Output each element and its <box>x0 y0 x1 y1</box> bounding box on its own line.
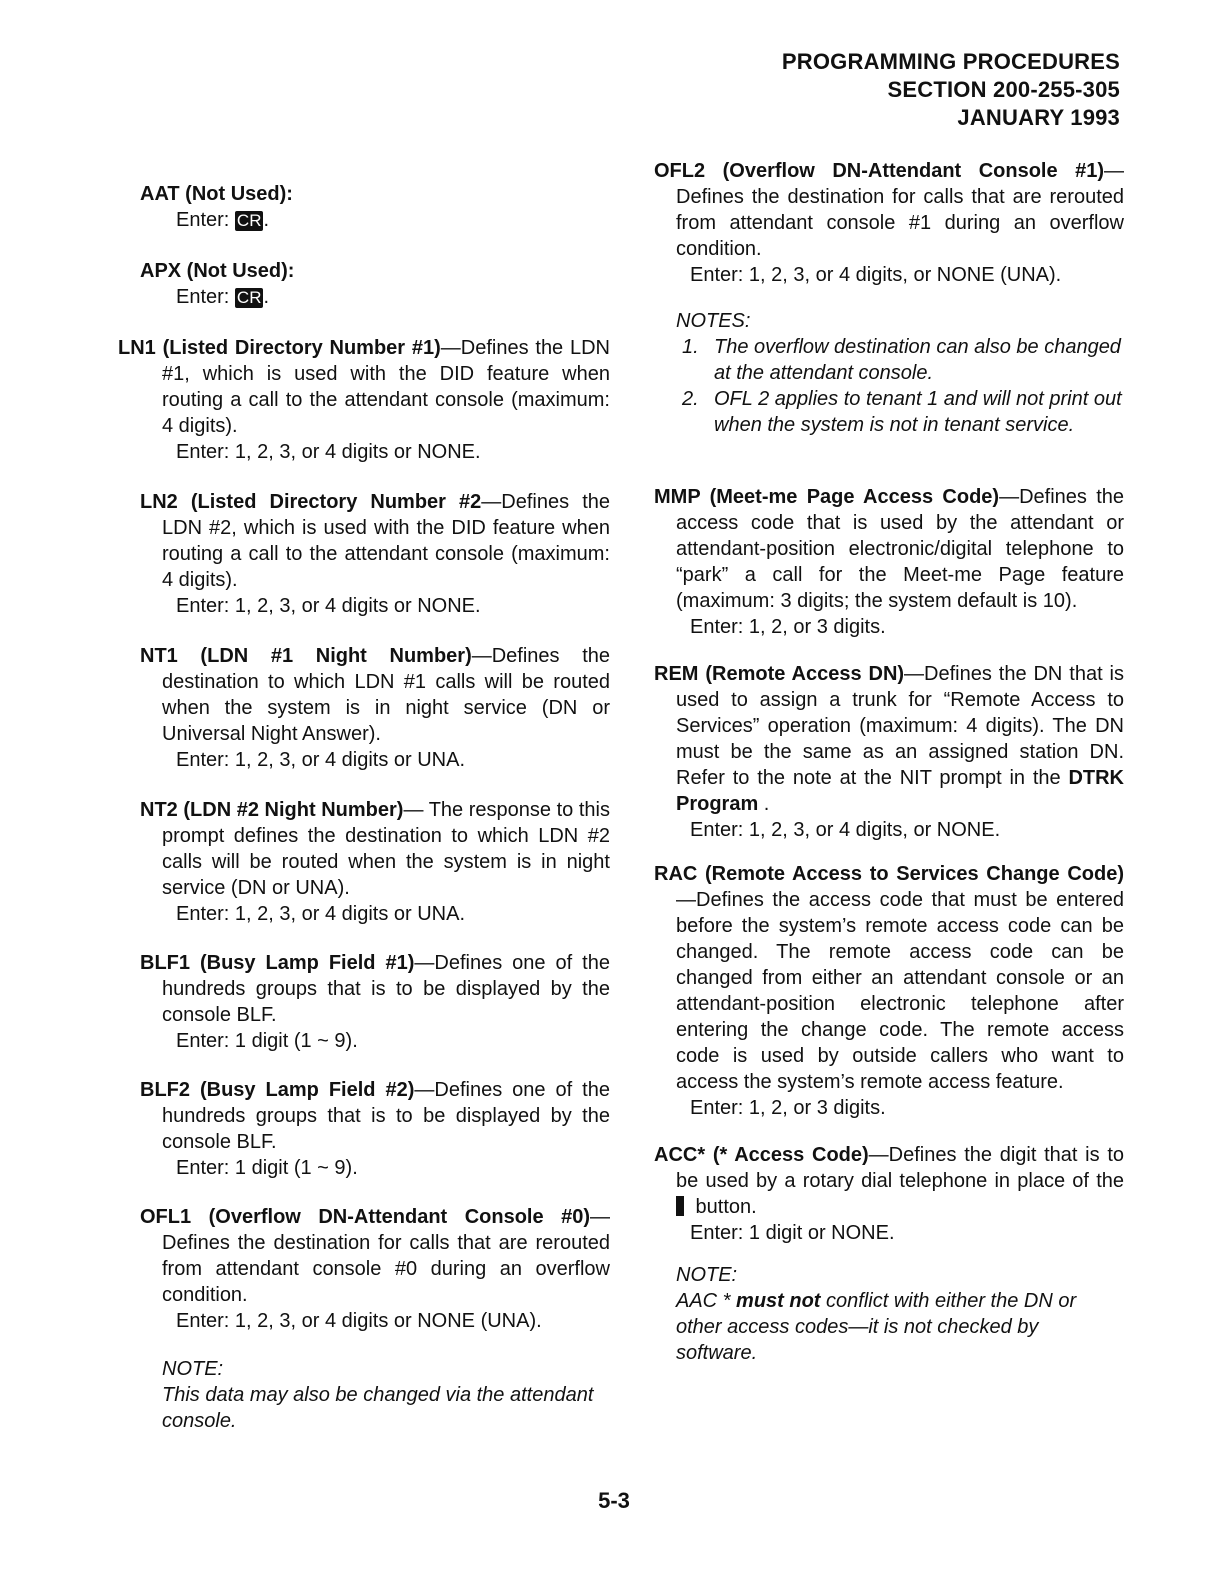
entry-body <box>118 335 610 439</box>
header-date: JANUARY 1993 <box>957 105 1120 130</box>
entry-enter: Enter: 1, 2, 3, or 4 digits or NONE. <box>176 595 481 617</box>
entry-enter: Enter: 1, 2, 3, or 4 digits or NONE (UNA). <box>176 1310 542 1332</box>
entry-term: BLF2 (Busy Lamp Field #2) <box>140 1079 415 1101</box>
entry-body <box>654 484 1124 614</box>
entry-rac <box>654 861 1124 1121</box>
entry-body <box>140 643 610 747</box>
entry-enter: Enter: 1 digit or NONE. <box>690 1222 895 1244</box>
entry-text: —Defines the DN that is used to assign a trunk for “Remote Access to Services” operation (maximum: 4 digits). The DN must be the same as an assigned station DN. Refer to the note at the NIT prompt in the <box>676 663 1124 789</box>
entry-rem <box>654 661 1124 843</box>
entry-enter: Enter: 1, 2, 3, or 4 digits or UNA. <box>176 749 466 771</box>
entry-enter: Enter: CR . <box>176 209 270 231</box>
note-item: 2. OFL 2 applies to tenant 1 and will not print out when the system is not in tenant service. <box>682 388 1122 436</box>
entry-acc <box>654 1142 1124 1366</box>
entry-enter: Enter: CR . <box>176 286 270 308</box>
entry-enter: Enter: 1, 2, 3, or 4 digits or NONE. <box>176 441 481 463</box>
entry-nt1 <box>140 643 610 773</box>
entry-term: NT2 (LDN #2 Night Number) <box>140 799 404 821</box>
entry-text: —Defines the access code that must be entered before the system’s remote access code can be changed. The remote access code can be changed from either an attendant console or an attendant-position electronic telephone after entering the change code. The remote access code is used by outside callers who want to access the system’s remote access feature. <box>676 889 1124 1093</box>
note-heading: NOTE: <box>676 1264 738 1286</box>
entry-term: REM (Remote Access DN) <box>654 663 905 685</box>
entry-term: MMP (Meet-me Page Access Code) <box>654 486 1000 508</box>
entry-text: — Defines the destination for calls that are rerouted from attendant console #1 during an overflow condition. <box>676 160 1124 260</box>
entry-body <box>140 1204 610 1308</box>
program-ref: DTRK Program <box>676 767 1124 815</box>
entry-enter: Enter: 1 digit (1 ~ 9). <box>176 1030 358 1052</box>
entry-term: RAC (Remote Access to Services Change Code) <box>654 863 1124 885</box>
notes-heading: NOTES: <box>676 310 751 332</box>
entry-text: —Defines one of the hundreds groups that is to be displayed by the console BLF. <box>162 952 610 1026</box>
entry-body <box>654 158 1124 262</box>
note-item: 1. The overflow destination can also be changed at the attendant console. <box>682 336 1121 384</box>
entry-term: AAT (Not Used): <box>140 183 293 205</box>
entry-text: —Defines the access code that is used by the attendant or attendant-position electronic/digital telephone to “park” a call for the Meet-me Page feature (maximum: 3 digits; the system default is 10). <box>676 486 1124 612</box>
entry-text: —Defines the LDN #2, which is used with the DID feature when routing a call to the attendant console (maximum: 4 digits). <box>162 491 610 591</box>
entry-term: APX (Not Used): <box>140 260 295 282</box>
entry-aat <box>140 181 610 233</box>
entry-text: —Defines the digit that is to be used by a rotary dial telephone in place of the <box>676 1144 1125 1192</box>
entry-body <box>140 1077 610 1155</box>
header-title: PROGRAMMING PROCEDURES <box>781 49 1120 74</box>
entry-body <box>140 489 610 593</box>
entry-body <box>140 950 610 1028</box>
entry-enter: Enter: 1, 2, 3, or 4 digits, or NONE (UNA). <box>690 264 1062 286</box>
entry-body <box>140 797 610 901</box>
entry-term: LN1 (Listed Directory Number #1) <box>118 337 441 359</box>
entry-term: ACC* (* Access Code) <box>654 1144 869 1166</box>
entry-mmp <box>654 484 1124 640</box>
entry-enter: Enter: 1, 2, 3, or 4 digits, or NONE. <box>690 819 1001 841</box>
emphasis: must not <box>736 1290 821 1312</box>
entry-ofl1 <box>140 1204 610 1434</box>
entry-ln2 <box>140 489 610 619</box>
entry-text: —Defines one of the hundreds groups that is to be displayed by the console BLF. <box>162 1079 610 1153</box>
note-text: AAC * must not conflict with either the DN or other access codes—it is not checked by software. <box>676 1290 1077 1364</box>
note-text: This data may also be changed via the attendant console. <box>162 1384 594 1432</box>
entry-term: OFL2 (Overflow DN-Attendant Console #1) <box>654 160 1104 182</box>
entry-enter: Enter: 1, 2, 3, or 4 digits or UNA. <box>176 903 466 925</box>
page-header <box>782 48 1120 132</box>
entry-body <box>654 861 1124 1095</box>
entry-term: NT1 (LDN #1 Night Number) <box>140 645 472 667</box>
entry-text: — Defines the destination for calls that are rerouted from attendant console #0 during an overflow condition. <box>162 1206 610 1306</box>
entry-enter: Enter: 1 digit (1 ~ 9). <box>176 1157 358 1179</box>
header-section: SECTION 200-255-305 <box>887 77 1120 102</box>
entry-term: LN2 (Listed Directory Number #2 <box>140 491 482 513</box>
entry-text: — The response to this prompt defines the destination to which LDN #2 calls will be routed when the system is in night service (DN or UNA). <box>162 799 610 899</box>
entry-term: BLF1 (Busy Lamp Field #1) <box>140 952 415 974</box>
entry-nt2 <box>140 797 610 927</box>
cr-key-icon: CR <box>236 211 262 230</box>
star-button-icon <box>676 1196 684 1216</box>
entry-ln1 <box>118 335 610 465</box>
entry-apx <box>140 258 610 310</box>
entry-text: —Defines the destination to which LDN #1 calls will be routed when the system is in night service (DN or Universal Night Answer). <box>162 645 611 745</box>
entry-enter: Enter: 1, 2, or 3 digits. <box>690 1097 886 1119</box>
page-number: 5-3 <box>598 1488 630 1513</box>
entry-body: REM (Remote Access DN)—Defines the DN that is used to assign a trunk for “Remote Access to Services” operation (maximum: 4 digits). The DN must be the same as an assigned station DN. Refer to the note at the NIT prompt in the DTRK Program . <box>654 663 1124 815</box>
entry-ofl2 <box>654 158 1124 438</box>
entry-enter: Enter: 1, 2, or 3 digits. <box>690 616 886 638</box>
cr-key-icon: CR <box>236 288 262 307</box>
note-heading: NOTE: <box>162 1358 224 1380</box>
entry-blf1 <box>140 950 610 1054</box>
entry-text: —Defines the LDN #1, which is used with the DID feature when routing a call to the attendant console (maximum: 4 digits). <box>162 337 610 437</box>
entry-body: ACC* (* Access Code)—Defines the digit that is to be used by a rotary dial telephone in place of the button. <box>654 1144 1125 1218</box>
entry-blf2 <box>140 1077 610 1181</box>
entry-term: OFL1 (Overflow DN-Attendant Console #0) <box>140 1206 590 1228</box>
notes-list <box>654 334 1124 438</box>
